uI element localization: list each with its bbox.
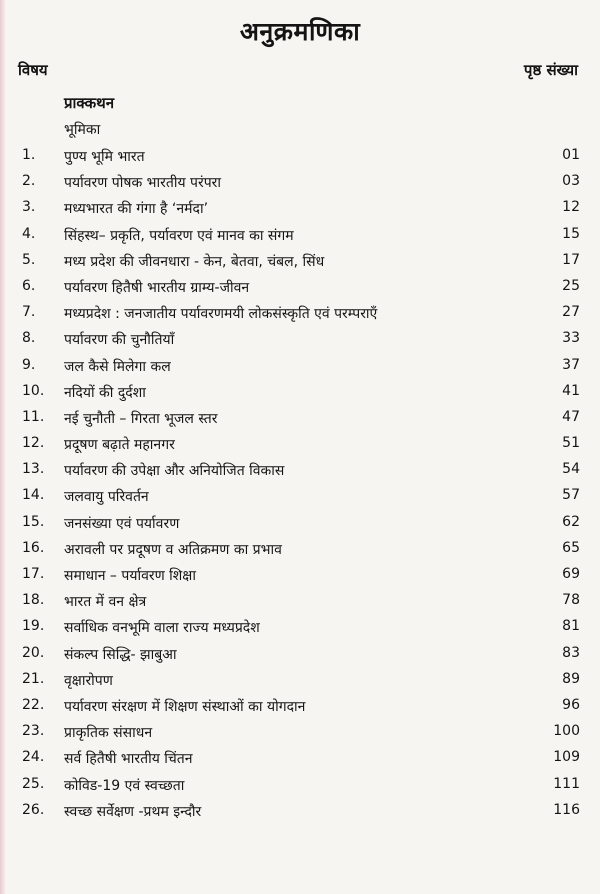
toc-row [0,325,600,351]
toc-entry-page: 62 [562,513,580,530]
toc-entry-title: नदियों की दुर्दशा [64,384,146,401]
toc-row [0,168,600,194]
toc-entry-page: 51 [562,435,580,452]
toc-entry-title: मध्यप्रदेश : जनजातीय पर्यावरणमयी लोकसंस्कृति एवं परम्पराएँ [64,306,378,323]
toc-entry-title: कोविड-19 एवं स्वच्छता [64,777,185,794]
introduction-entry: भूमिका [64,122,101,138]
toc-entry-title: जलवायु परिवर्तन [64,489,149,506]
toc-entry-title: मध्य प्रदेश की जीवनधारा - केन, बेतवा, चंबल, सिंध [64,253,325,270]
toc-entry-title: जनसंख्या एवं पर्यावरण [64,515,180,532]
page-title: अनुक्रमणिका [239,17,361,46]
table-of-contents [0,142,600,823]
toc-row [0,666,600,692]
toc-entry-page: 111 [553,775,580,792]
toc-row [0,194,600,220]
toc-entry-number: 7. [22,304,36,321]
toc-row [0,299,600,325]
toc-row [0,718,600,744]
toc-entry-number: 3. [22,199,36,216]
toc-entry-page: 69 [562,566,580,582]
toc-row [0,744,600,770]
toc-entry-number: 5. [22,251,36,268]
toc-row [0,142,600,168]
toc-entry-page: 78 [562,592,580,609]
toc-row [0,273,600,299]
toc-row [0,247,600,273]
toc-entry-page: 41 [562,382,580,399]
toc-entry-page: 33 [562,330,580,347]
toc-entry-title: अरावली पर प्रदूषण व अतिक्रमण का प्रभाव [64,541,282,558]
toc-entry-title: सर्व हितैषी भारतीय चिंतन [64,751,193,768]
toc-entry-page: 100 [553,723,580,740]
toc-entry-title: समाधान – पर्यावरण शिक्षा [64,568,196,584]
toc-entry-number: 23. [22,723,45,740]
toc-entry-page: 03 [562,173,580,190]
toc-entry-title: पर्यावरण पोषक भारतीय परंपरा [64,175,222,192]
toc-entry-number: 17. [22,566,45,582]
column-header-subject: विषय [18,61,48,79]
toc-entry-number: 9. [22,356,36,373]
toc-entry-title: प्राकृतिक संसाधन [64,725,153,742]
toc-entry-page: 25 [562,277,580,294]
toc-entry-title: जल कैसे मिलेगा कल [64,358,171,375]
toc-entry-title: नई चुनौती – गिरता भूजल स्तर [64,410,218,427]
toc-entry-page: 57 [562,487,580,504]
toc-row [0,352,600,378]
toc-entry-number: 22. [22,696,45,713]
toc-entry-page: 47 [562,408,580,425]
toc-entry-number: 14. [22,487,45,504]
toc-entry-number: 13. [22,461,45,478]
toc-entry-number: 8. [22,330,36,347]
toc-row [0,771,600,797]
toc-entry-title: पुण्य भूमि भारत [64,149,145,165]
toc-row [0,797,600,823]
toc-entry-title: भारत में वन क्षेत्र [64,594,147,611]
toc-entry-number: 1. [22,147,36,163]
toc-entry-page: 81 [562,618,580,635]
toc-row [0,509,600,535]
toc-entry-page: 37 [562,356,580,373]
toc-entry-number: 11. [22,408,45,425]
toc-entry-number: 16. [22,539,45,556]
toc-entry-title: स्वच्छ सर्वेक्षण -प्रथम इन्दौर [64,803,202,820]
preface-entry: प्राक्कथन [64,94,115,112]
toc-entry-number: 15. [22,513,45,530]
toc-entry-number: 6. [22,277,36,294]
toc-row [0,430,600,456]
toc-entry-title: प्रदूषण बढ़ाते महानगर [64,437,175,454]
toc-entry-page: 12 [562,199,580,216]
toc-entry-number: 25. [22,775,45,792]
toc-entry-page: 89 [562,670,580,687]
toc-entry-number: 24. [22,749,45,766]
toc-row [0,613,600,639]
toc-row [0,378,600,404]
toc-entry-page: 01 [562,147,580,163]
toc-entry-number: 2. [22,173,36,190]
toc-entry-title: संकल्प सिद्धि- झाबुआ [64,646,177,663]
toc-row [0,692,600,718]
toc-entry-number: 10. [22,382,45,399]
toc-entry-page: 116 [553,801,580,818]
toc-row [0,482,600,508]
toc-entry-title: सिंहस्थ– प्रकृति, पर्यावरण एवं मानव का संगम [64,227,294,244]
toc-row [0,640,600,666]
toc-row [0,456,600,482]
toc-entry-title: सर्वाधिक वनभूमि वाला राज्य मध्यप्रदेश [64,620,260,637]
toc-row [0,561,600,587]
toc-entry-number: 19. [22,618,45,635]
toc-row [0,221,600,247]
toc-entry-page: 27 [562,304,580,321]
toc-entry-page: 54 [562,461,580,478]
toc-entry-title: पर्यावरण संरक्षण में शिक्षण संस्थाओं का योगदान [64,698,306,715]
toc-entry-number: 12. [22,435,45,452]
toc-entry-title: वृक्षारोपण [64,672,113,689]
column-header-page-number: पृष्ठ संख्या [523,61,578,79]
toc-entry-title: पर्यावरण की चुनौतियाँ [64,332,175,349]
toc-entry-number: 4. [22,225,36,242]
toc-row [0,535,600,561]
toc-entry-page: 15 [562,225,580,242]
toc-entry-number: 26. [22,801,45,818]
toc-entry-title: पर्यावरण हितैषी भारतीय ग्राम्य-जीवन [64,279,250,296]
toc-entry-page: 109 [553,749,580,766]
toc-entry-page: 96 [562,696,580,713]
toc-row [0,404,600,430]
toc-entry-page: 83 [562,644,580,661]
toc-entry-page: 65 [562,539,580,556]
toc-entry-title: पर्यावरण की उपेक्षा और अनियोजित विकास [64,463,285,480]
toc-entry-number: 21. [22,670,45,687]
toc-row [0,587,600,613]
toc-entry-number: 20. [22,644,45,661]
toc-entry-number: 18. [22,592,45,609]
toc-entry-page: 17 [562,251,580,268]
toc-entry-title: मध्यभारत की गंगा है ‘नर्मदा’ [64,201,209,218]
